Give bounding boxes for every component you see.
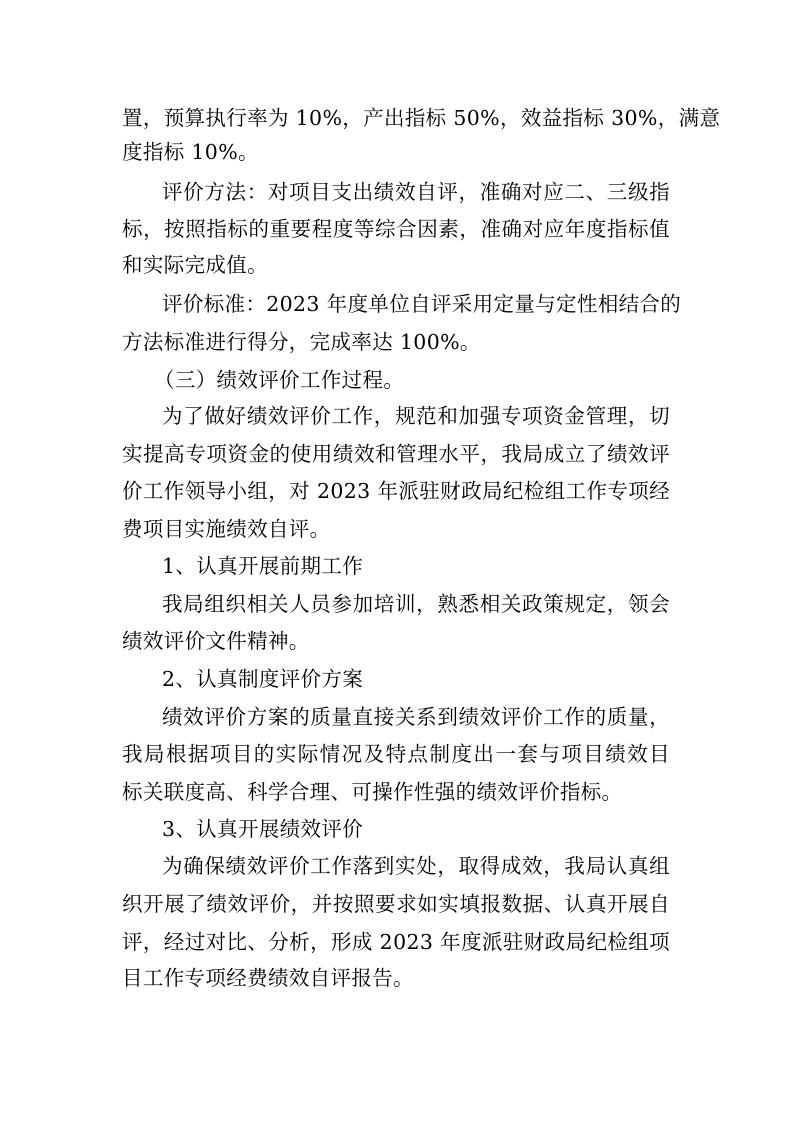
body-text-line: 我局组织相关人员参加培训，熟悉相关政策规定，领会 xyxy=(162,592,670,616)
body-text-line: 织开展了绩效评价，并按照要求如实填报数据、认真开展自 xyxy=(122,892,670,916)
subsection-heading: 3、认真开展绩效评价 xyxy=(162,817,364,841)
body-text-line: 方法标准进行得分，完成率达 100%。 xyxy=(122,330,481,354)
body-text-line: 置，预算执行率为 10%，产出指标 50%，效益指标 30%，满意 xyxy=(122,106,721,130)
body-text-line: 度指标 10%。 xyxy=(122,140,259,164)
body-text-line: 标，按照指标的重要程度等综合因素，准确对应年度指标值 xyxy=(122,217,670,241)
body-text-line: 价工作领导小组，对 2023 年派驻财政局纪检组工作专项经 xyxy=(122,479,670,503)
body-text-line: 标关联度高、科学合理、可操作性强的绩效评价指标。 xyxy=(122,780,623,804)
body-text-line: 目工作专项经费绩效自评报告。 xyxy=(122,966,414,990)
body-text-line: 为确保绩效评价工作落到实处，取得成效，我局认真组 xyxy=(162,854,670,878)
body-text-line: 绩效评价文件精神。 xyxy=(122,629,310,653)
body-text-line: 评价方法：对项目支出绩效自评，准确对应二、三级指 xyxy=(162,180,670,204)
body-text-line: 绩效评价方案的质量直接关系到绩效评价工作的质量， xyxy=(162,705,670,729)
body-text-line: 和实际完成值。 xyxy=(122,253,268,277)
subsection-heading: 1、认真开展前期工作 xyxy=(162,554,364,578)
body-text-line: 评价标准：2023 年度单位自评采用定量与定性相结合的 xyxy=(162,292,682,316)
body-text-line: 费项目实施绩效自评。 xyxy=(122,517,331,541)
body-text-line: 为了做好绩效评价工作，规范和加强专项资金管理，切 xyxy=(162,404,670,428)
body-text-line: 实提高专项资金的使用绩效和管理水平，我局成立了绩效评 xyxy=(122,442,670,466)
subsection-heading: 2、认真制度评价方案 xyxy=(162,667,364,691)
body-text-line: 评，经过对比、分析，形成 2023 年度派驻财政局纪检组项 xyxy=(122,930,670,954)
body-text-line: 我局根据项目的实际情况及特点制度出一套与项目绩效目 xyxy=(122,742,670,766)
section-heading: （三）绩效评价工作过程。 xyxy=(154,368,405,392)
